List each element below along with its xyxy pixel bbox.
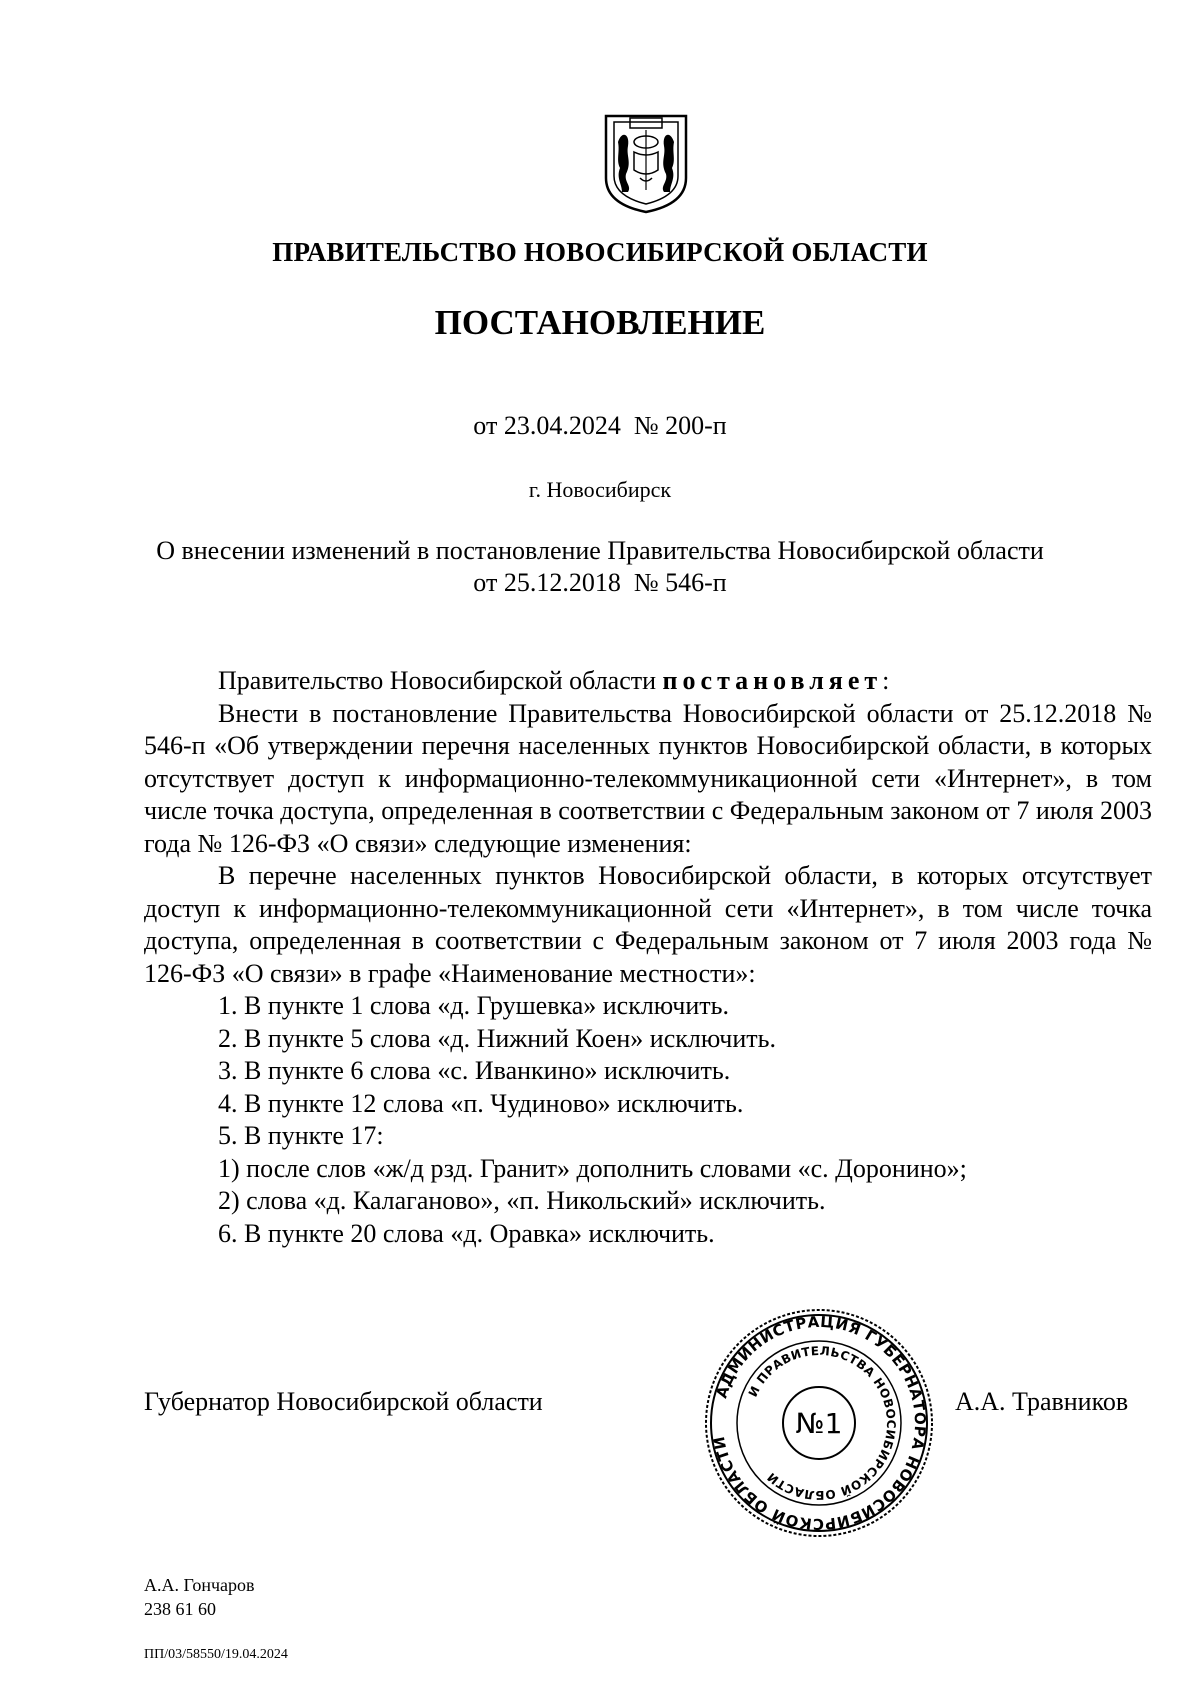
coat-of-arms-emblem bbox=[600, 112, 692, 214]
paragraph-amend: Внести в постановление Правительства Новосибирской области от 25.12.2018 № 546-п «Об утверждении перечня населенных пунктов Новосибирской области, в которых отсутствует доступ к информационно-телекоммуникационной сети «Интернет», в том числе точка доступа, определенная в соответствии с Федеральным законом от 7 июля 2003 года № 126-ФЗ «О связи» следующие изменения: bbox=[144, 698, 1152, 858]
paragraph-list-intro: В перечне населенных пунктов Новосибирской области, в которых отсутствует доступ к информационно-телекоммуникационной сети «Интернет», в том числе точка доступа, определенная в соответствии с Федеральным законом от 7 июля 2003 года № 126-ФЗ «О связи» в графе «Наименование местности»: bbox=[144, 861, 1152, 988]
intro-paragraph bbox=[144, 665, 1152, 698]
official-round-seal-icon bbox=[703, 1307, 935, 1539]
list-item: 1. В пункте 1 слова «д. Грушевка» исключить. bbox=[218, 991, 729, 1020]
executor-phone: 238 61 60 bbox=[144, 1599, 216, 1619]
list-item: 3. В пункте 6 слова «с. Иванкино» исключить. bbox=[218, 1056, 731, 1085]
novosibirsk-coat-of-arms-icon bbox=[600, 112, 692, 214]
intro-colon: : bbox=[882, 666, 890, 695]
executor-name: А.А. Гончаров bbox=[144, 1575, 255, 1595]
subject-line-2: от 25.12.2018 № 546-п bbox=[473, 568, 727, 597]
list-item: 1) после слов «ж/д рзд. Гранит» дополнить словами «с. Доронино»; bbox=[218, 1153, 967, 1183]
document-city: г. Новосибирск bbox=[528, 477, 672, 502]
intro-text: Правительство Новосибирской области bbox=[218, 666, 663, 695]
signatory-name: А.А. Травников bbox=[955, 1387, 1129, 1416]
document-date-number: от 23.04.2024 № 200-п bbox=[473, 411, 727, 440]
list-item: 5. В пункте 17: bbox=[218, 1121, 384, 1150]
list-item: 6. В пункте 20 слова «д. Оравка» исключить. bbox=[218, 1218, 715, 1248]
list-item: 2. В пункте 5 слова «д. Нижний Коен» исключить. bbox=[218, 1023, 776, 1053]
document-subject bbox=[0, 535, 1200, 599]
seal-inner-text: И ПРАВИТЕЛЬСТВА НОВОСИБИРСКОЙ ОБЛАСТИ bbox=[745, 1343, 899, 1503]
list-item: 4. В пункте 12 слова «п. Чудиново» исключить. bbox=[218, 1088, 744, 1118]
subject-line-1: О внесении изменений в постановление Правительства Новосибирской области bbox=[156, 536, 1044, 565]
official-seal bbox=[703, 1307, 935, 1539]
organization-name: ПРАВИТЕЛЬСТВО НОВОСИБИРСКОЙ ОБЛАСТИ bbox=[272, 237, 928, 267]
seal-center-number: №1 bbox=[795, 1407, 843, 1440]
document-code: ПП/03/58550/19.04.2024 bbox=[144, 1647, 288, 1662]
seal-outer-text: АДМИНИСТРАЦИЯ ГУБЕРНАТОРА НОВОСИБИРСКОЙ ОБЛАСТИ bbox=[709, 1312, 930, 1534]
executor-contact bbox=[144, 1573, 255, 1621]
list-item: 2) слова «д. Калаганово», «п. Никольский» исключить. bbox=[218, 1186, 826, 1215]
document-body bbox=[144, 665, 1152, 1250]
document-type: ПОСТАНОВЛЕНИЕ bbox=[434, 303, 766, 342]
intro-decision: постановляет bbox=[662, 666, 883, 695]
signatory-position: Губернатор Новосибирской области bbox=[144, 1387, 543, 1416]
